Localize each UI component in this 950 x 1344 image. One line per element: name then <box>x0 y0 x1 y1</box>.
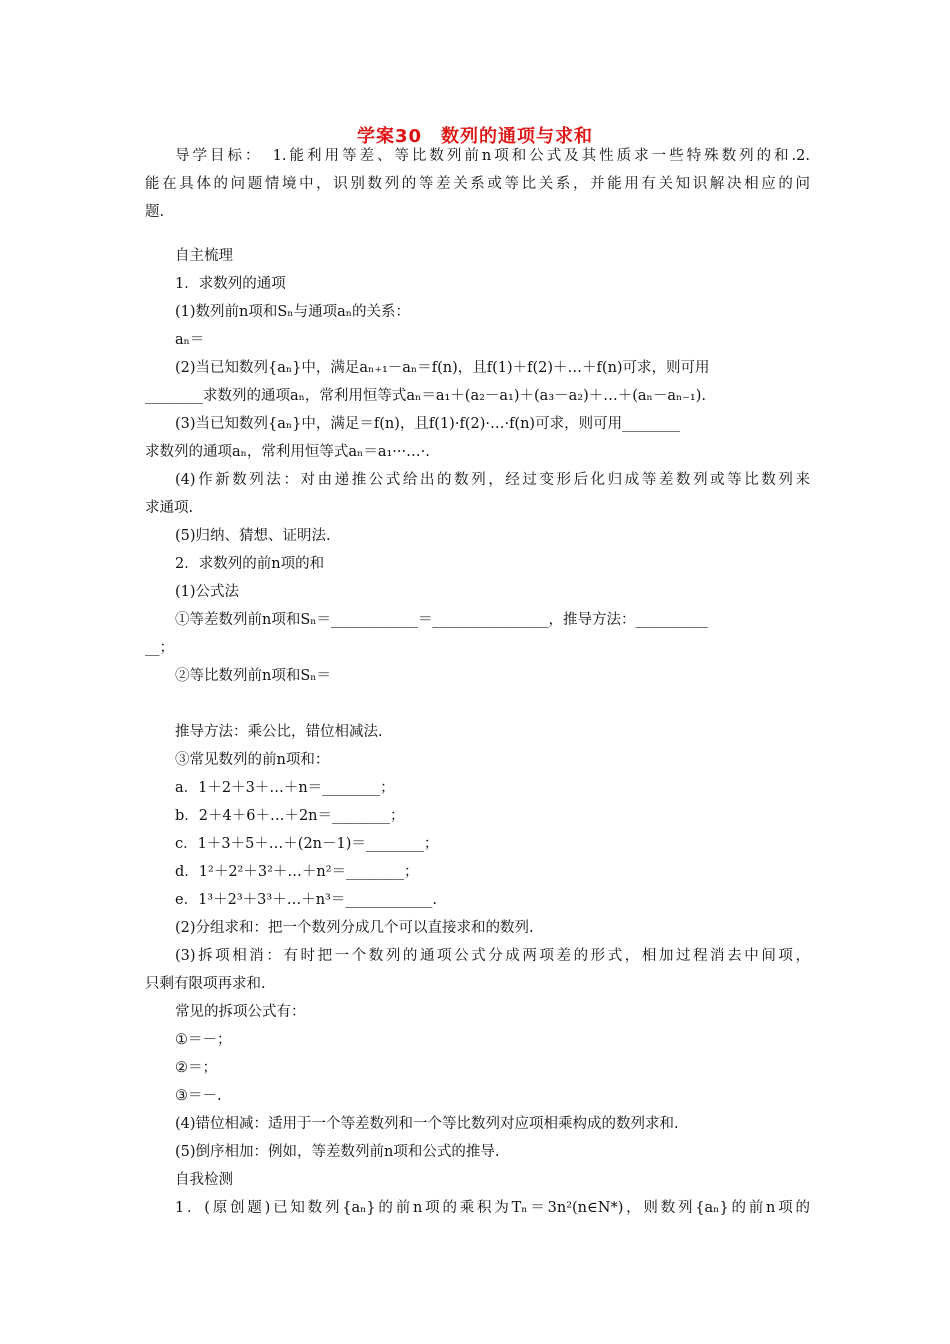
exercise-line: b．2＋4＋6＋…＋2n＝________； <box>175 808 405 824</box>
exercise-line: c．1＋3＋5＋…＋(2n－1)＝________； <box>175 836 439 852</box>
text-line: __； <box>145 640 174 656</box>
page-title: 学案30 数列的通项与求和 <box>356 126 594 147</box>
formula-line: ③＝－. <box>175 1088 222 1104</box>
text-line: 常见的拆项公式有： <box>175 1004 306 1020</box>
subsection-heading-sum: 2．求数列的前n项的和 <box>175 556 325 572</box>
text-line: (2)当已知数列{aₙ}中，满足aₙ₊₁－aₙ＝f(n)，且f(1)＋f(2)＋…＋f(n)可求，则可用 <box>175 360 710 376</box>
text-line: 求数列的通项aₙ，常利用恒等式aₙ＝a₁···…·. <box>145 444 430 460</box>
text-line: ②等比数列前n项和Sₙ＝ <box>175 668 332 684</box>
text-line: 推导方法：乘公比，错位相减法. <box>175 724 383 740</box>
exercise-line: d．1²＋2²＋3²＋…＋n²＝________； <box>175 864 419 880</box>
learning-goals-line-2: 能在具体的问题情境中，识别数列的等差关系或等比关系，并能用有关知识解决相应的问 <box>145 176 810 192</box>
section-heading-self-test: 自我检测 <box>175 1172 233 1188</box>
section-heading-self-review: 自主梳理 <box>175 248 233 264</box>
learning-goals-line-1: 导学目标： 1.能利用等差、等比数列前n项和公式及其性质求一些特殊数列的和.2. <box>175 148 810 164</box>
text-line: (1)数列前n项和Sₙ与通项aₙ的关系： <box>175 304 411 320</box>
subsection-heading-general-term: 1．求数列的通项 <box>175 276 286 292</box>
text-line: (5)倒序相加：例如，等差数列前n项和公式的推导. <box>175 1144 500 1160</box>
learning-goals-line-3: 题. <box>145 204 165 220</box>
text-line: (5)归纳、猜想、证明法. <box>175 528 331 544</box>
exercise-line: a．1＋2＋3＋…＋n＝________； <box>175 780 395 796</box>
text-line: (4)错位相减：适用于一个等差数列和一个等比数列对应项相乘构成的数列求和. <box>175 1116 679 1132</box>
text-line: (2)分组求和：把一个数列分成几个可以直接求和的数列. <box>175 920 534 936</box>
formula-line: ②＝； <box>175 1060 217 1076</box>
text-line: ③常见数列的前n项和： <box>175 752 330 768</box>
text-line: ①等差数列前n项和Sₙ＝____________＝________________，推导方法：__________ <box>175 612 709 628</box>
text-line: ________求数列的通项aₙ，常利用恒等式aₙ＝a₁＋(a₂－a₁)＋(a₃－a₂)＋…＋(aₙ－aₙ₋₁). <box>145 388 706 404</box>
text-line: 只剩有限项再求和. <box>145 976 266 992</box>
text-line: (1)公式法 <box>175 584 240 600</box>
question-line: 1．(原创题)已知数列{aₙ}的前n项的乘积为Tₙ＝3n²(n∈N*)，则数列{aₙ}的前n项的 <box>175 1200 810 1216</box>
text-line: (3)拆项相消：有时把一个数列的通项公式分成两项差的形式，相加过程消去中间项， <box>175 948 810 964</box>
text-line: (3)当已知数列{aₙ}中，满足＝f(n)，且f(1)·f(2)·…·f(n)可求，则可用________ <box>175 416 681 432</box>
text-line: (4)作新数列法：对由递推公式给出的数列，经过变形后化归成等差数列或等比数列来 <box>175 472 810 488</box>
exercise-line: e．1³＋2³＋3³＋…＋n³＝____________. <box>175 892 437 908</box>
text-line: 求通项. <box>145 500 194 516</box>
formula-line: ①＝－； <box>175 1032 232 1048</box>
formula-line: aₙ＝ <box>175 332 205 348</box>
